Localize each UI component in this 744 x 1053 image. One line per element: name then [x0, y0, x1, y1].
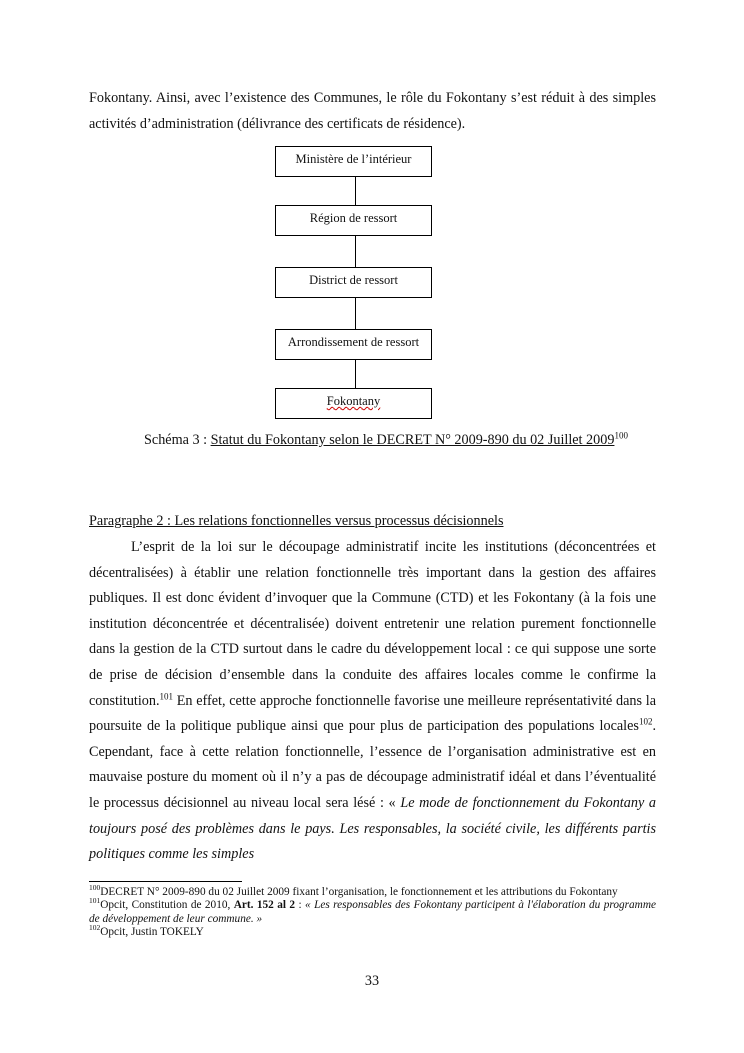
footnote-number: 100 — [89, 883, 101, 893]
footnote-number: 102 — [89, 923, 101, 933]
footnotes — [89, 883, 656, 939]
box-ministere: Ministère de l’intérieur — [275, 146, 432, 177]
footnote-ref: 100 — [614, 430, 628, 441]
section-heading: Paragraphe 2 : Les relations fonctionnelles versus processus décisionnels — [89, 513, 504, 529]
main-paragraph — [89, 535, 656, 868]
main-text-1: L’esprit de la loi sur le découpage administratif incite les institutions (déconcentrées et décentralisées) à établir une relation fonctionnelle très important dans la gestion des affaires publiques. Il est donc évident d’invoquer que la Commune (CTD) et les Fokontany (à la fois une institution déconcentrée et décentralisée) doivent entretenir une relation purement fonctionnelle dans la gestion de la CTD surtout dans le cadre du développement local : ce qui suppose une sorte de prise de décision d’ensemble dans la conduite des affaires locales comme le confirme la constitution. — [89, 539, 656, 709]
footnote-text: : — [295, 899, 306, 912]
page-number: 33 — [364, 973, 380, 989]
footnote-separator — [89, 881, 242, 882]
box-arrondissement: Arrondissement de ressort — [275, 329, 432, 360]
footnote-quote: « Les responsables des Fokontany participent à l'élaboration du programme de développement de leur commune. » — [89, 899, 656, 925]
footnote-ref: 102 — [638, 716, 653, 727]
connector-line — [355, 298, 356, 329]
connector-line — [355, 236, 356, 267]
box-fokontany-label: Fokontany — [326, 394, 381, 408]
footnote-ref: 101 — [159, 690, 174, 701]
footnote-102 — [89, 923, 656, 939]
footnote-article: Art. 152 al 2 — [233, 899, 296, 912]
box-region: Région de ressort — [275, 205, 432, 236]
caption-prefix: Schéma 3 : — [144, 432, 211, 448]
footnote-100 — [89, 883, 656, 899]
box-fokontany — [275, 388, 432, 419]
connector-line — [355, 360, 356, 388]
main-text-3: . Cependant, face à cette relation fonctionnelle, l’essence de l’organisation administrative est en mauvaise posture du moment où il n’y a pas de découpage administratif idéal et dans l’éventualité le processus décisionnel au niveau local sera lésé : « — [89, 718, 656, 811]
intro-paragraph: Fokontany. Ainsi, avec l’existence des Communes, le rôle du Fokontany s’est réduit à des simples activités d’administration (délivrance des certificats de résidence). — [89, 90, 656, 132]
box-district: District de ressort — [275, 267, 432, 298]
footnote-101 — [89, 896, 656, 926]
diagram-caption — [144, 432, 628, 449]
main-text-2: En effet, cette approche fonctionnelle favorise une meilleure représentativité dans la poursuite de la politique publique ainsi que pour plus de participation des populations locales — [89, 692, 656, 735]
footnote-text: Opcit, Justin TOKELY — [100, 925, 204, 938]
footnote-text: Opcit, Constitution de 2010, — [100, 899, 234, 912]
connector-line — [355, 177, 356, 205]
footnote-text: DECRET N° 2009-890 du 02 Juillet 2009 fixant l’organisation, le fonctionnement et les attributions du Fokontany — [100, 886, 618, 898]
footnote-number: 101 — [89, 896, 101, 906]
caption-title: Statut du Fokontany selon le DECRET N° 2009-890 du 02 Juillet 2009 — [210, 432, 615, 448]
main-quote: Le mode de fonctionnement du Fokontany a toujours posé des problèmes dans le pays. Les responsables, la société civile, les différents partis politiques comme les simples — [89, 794, 656, 863]
